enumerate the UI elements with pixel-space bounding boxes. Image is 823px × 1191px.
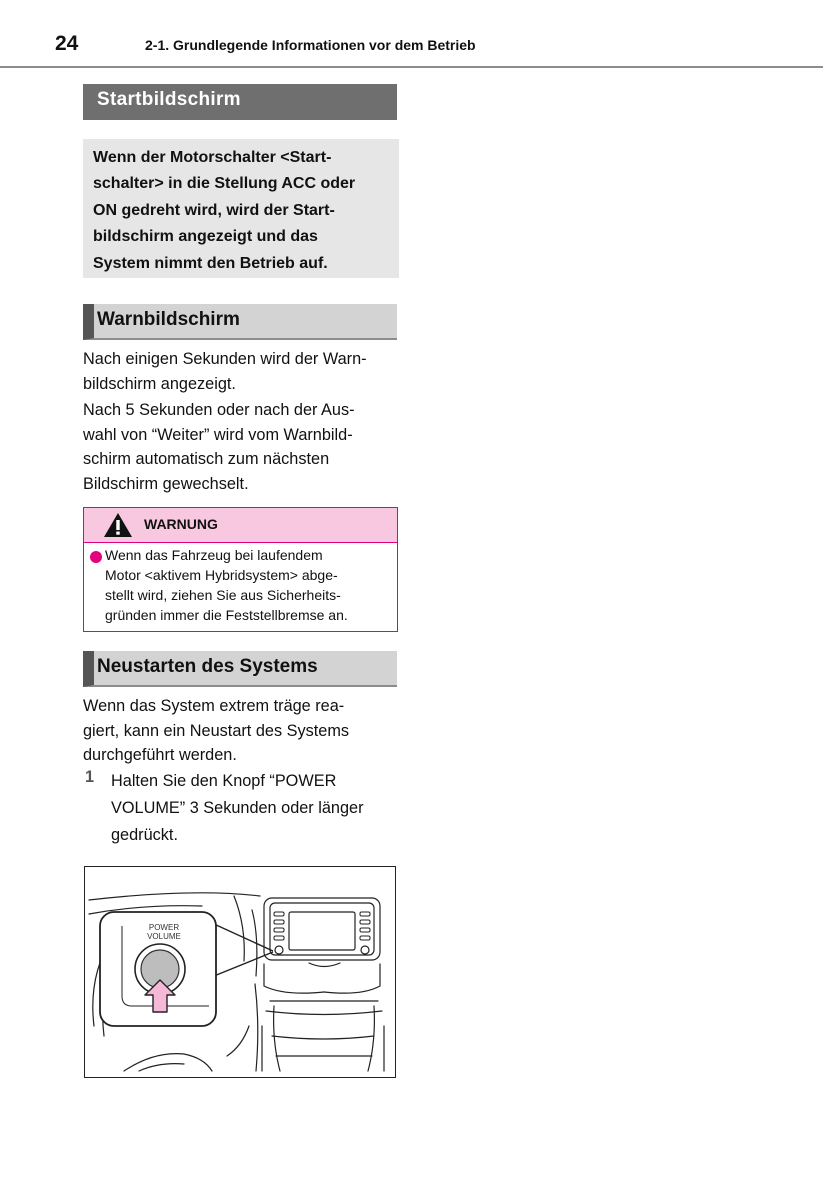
section-heading-neustart: Neustarten des Systems [83, 651, 397, 687]
bullet-icon [90, 551, 102, 563]
text-line: Nach 5 Sekunden oder nach der Aus- [83, 401, 355, 419]
intro-box [83, 139, 399, 278]
page-number: 24 [55, 32, 79, 55]
step-number: 1 [85, 768, 95, 786]
text-line: giert, kann ein Neustart des Systems [83, 721, 350, 740]
knob-label-volume: VOLUME [147, 932, 181, 941]
warning-header [84, 508, 397, 543]
warning-triangle-icon [103, 512, 133, 538]
warning-box [83, 507, 398, 632]
text-line: VOLUME” 3 Sekunden oder länger [111, 799, 364, 817]
text-line: Wenn das Fahrzeug bei laufendem [105, 547, 323, 563]
warnbildschirm-paragraph-2 [83, 398, 399, 496]
neustart-paragraph [83, 694, 399, 768]
intro-line: bildschirm angezeigt und das [93, 228, 318, 246]
dashboard-illustration [84, 866, 396, 1078]
text-line: Nach einigen Sekunden wird der Warn- [83, 350, 367, 368]
text-line: bildschirm angezeigt. [83, 374, 236, 393]
text-line: Wenn das System extrem träge rea- [83, 697, 345, 715]
text-line: Motor <aktivem Hybridsystem> abge- [105, 567, 338, 583]
text-line: Bildschirm gewechselt. [83, 474, 249, 493]
text-line: gedrückt. [111, 826, 178, 844]
text-line: schirm automatisch zum nächsten [83, 450, 330, 468]
intro-line: Wenn der Motorschalter <Start- [93, 149, 332, 166]
intro-line: System nimmt den Betrieb auf. [93, 254, 328, 272]
intro-line: ON gedreht wird, wird der Start- [93, 201, 335, 219]
intro-line: schalter> in die Stellung ACC oder [93, 175, 356, 193]
warnbildschirm-paragraph-1 [83, 347, 399, 396]
knob-label-power: POWER [148, 923, 180, 932]
header-rule [0, 66, 823, 68]
text-line: Halten Sie den Knopf “POWER [111, 772, 337, 790]
dashboard-drawing [84, 866, 396, 1078]
text-line: wahl von “Weiter” wird vom Warnbild- [83, 425, 353, 444]
text-line: gründen immer die Feststellbremse an. [105, 607, 348, 623]
step-text [111, 768, 401, 849]
section-heading-warnbildschirm: Warnbildschirm [83, 304, 397, 340]
section-heading-startbildschirm: Startbildschirm [83, 84, 397, 120]
text-line: stellt wird, ziehen Sie aus Sicherheits- [105, 587, 341, 603]
header-title: 2-1. Grundlegende Informationen vor dem Betrieb [145, 37, 476, 53]
warning-text [105, 545, 393, 625]
warning-title: WARNUNG [144, 516, 218, 532]
text-line: durchgeführt werden. [83, 746, 237, 764]
